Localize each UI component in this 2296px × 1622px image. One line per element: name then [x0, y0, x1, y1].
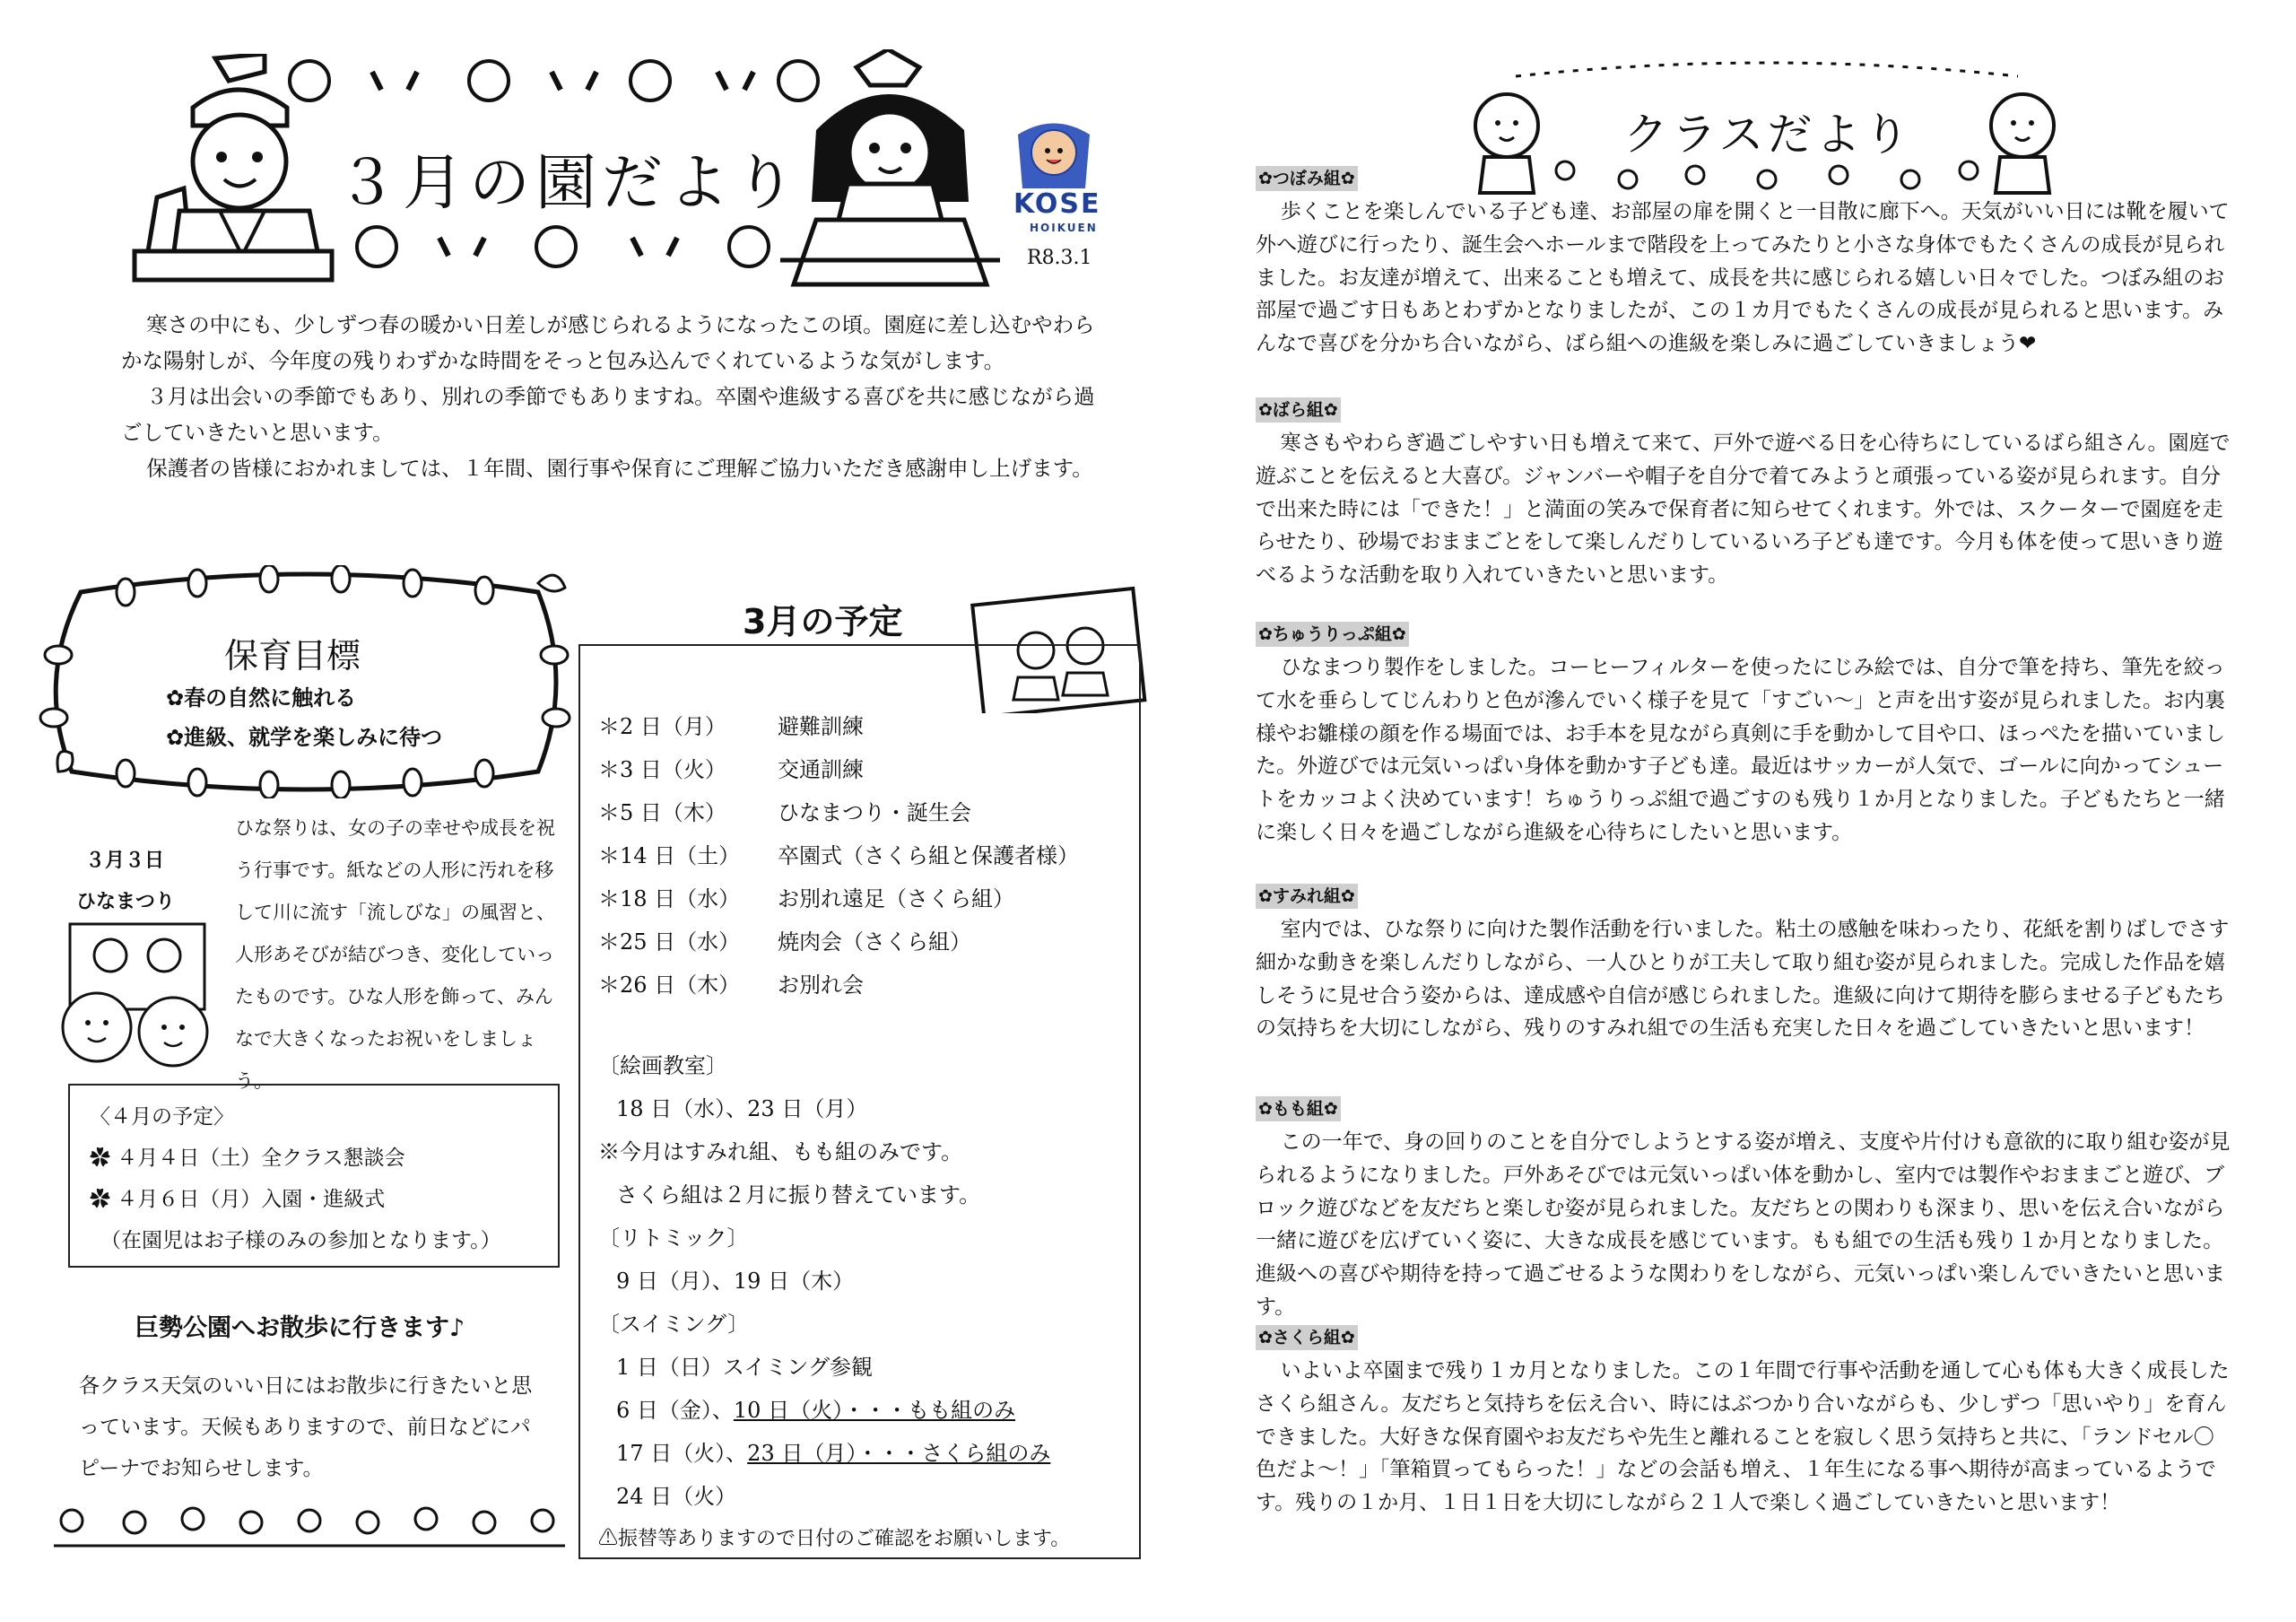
class-label-sakura: ✿さくら組✿	[1256, 1325, 1358, 1350]
class-text-tulip: ひなまつり製作をしました。コーヒーフィルターを使ったにじみ絵では、自分で筆を持ち、筆先を絞って水を垂らしてじんわりと色が滲んでいく様子を見て「すごい〜」と声を出す姿が見られました。お内裏様やお雛様の顔を作る場面では、お手本を見ながら真剣に手を動かして目や口、ほっぺたを描いていました。外遊びでは元気いっぱい身体を動かす子ども達。最近はサッカーが人気で、ゴールに向かってシュートをカッコよく決めています！ちゅうりっぷ組で過ごすのも残り１か月となりました。子どもたちと一緒に楽しく日々を過ごしながら進級を心待ちにしたいと思います。	[1256, 656, 2225, 844]
goal-item: ✿春の自然に触れる	[166, 685, 357, 711]
schedule-row	[598, 924, 971, 955]
schedule-event: 避難訓練	[778, 714, 864, 739]
swimming-date: 17 日（火）、	[616, 1441, 748, 1466]
schedule-row	[598, 795, 971, 826]
goal-title: 保育目標	[224, 636, 361, 676]
schedule-row	[598, 881, 1014, 912]
schedule-event: ひなまつり・誕生会	[778, 800, 971, 825]
class-text-tsubomi: 歩くことを楽しんでいる子ども達、お部屋の扉を開くと一目散に廊下へ。天気がいい日には靴を履いて外へ遊びに行ったり、誕生会へホールまで階段を上ってみたりと小さな身体でもたくさんの成長が見られました。お友達が増えて、出来ることも増えて、成長を共に感じられる嬉しい日々でした。つぼみ組のお部屋で過ごす日もあとわずかとなりましたが、この１カ月でもたくさんの成長が見られると思います。みんなで喜びを分かち合いながら、ばら組への進級を楽しみに過ごしていきましょう❤	[1256, 200, 2230, 356]
schedule-box	[578, 644, 1141, 1559]
swimming-line: 1 日（日）スイミング参観	[616, 1355, 873, 1380]
art-class-dates: 18 日（水）、23 日（月）	[616, 1096, 868, 1121]
schedule-row	[598, 709, 864, 740]
schedule-row	[598, 838, 1079, 869]
issue-date: R8.3.1	[1027, 247, 1092, 269]
april-note: （在園児はお子様のみの参加となります。）	[100, 1229, 501, 1252]
intro-paragraph: 保護者の皆様におかれましては、１年間、園行事や保育にご理解ご協力いただき感謝申し上げます。	[146, 456, 1093, 481]
swimming-line	[616, 1392, 1015, 1424]
hinamatsuri-children-illustration	[52, 920, 222, 1072]
schedule-event: お別れ会	[778, 972, 864, 998]
hinamatsuri-text: ひな祭りは、女の子の幸せや成長を祝う行事です。紙などの人形に汚れを移して川に流す「流しびな」の風習と、人形あそびが結びつき、変化していったものです。ひな人形を飾って、みんなで大きくなったお祝いをしましょう。	[235, 817, 555, 1092]
art-class-title: 〔絵画教室〕	[598, 1053, 727, 1078]
class-label-momo: ✿もも組✿	[1256, 1096, 1341, 1121]
kose-logo-icon	[1009, 117, 1099, 193]
schedule-event: 卒園式（さくら組と保護者様）	[778, 843, 1079, 868]
april-schedule-box	[68, 1084, 560, 1268]
swimming-line	[616, 1435, 1050, 1467]
schedule-event: お別れ遠足（さくら組）	[778, 886, 1014, 911]
schedule-date: ＊2 日（月）	[598, 714, 726, 739]
schedule-date: ＊25 日（水）	[598, 929, 741, 955]
schedule-event: 交通訓練	[778, 757, 864, 782]
class-news-title: クラスだより	[1623, 109, 1913, 161]
class-text-sakura: いよいよ卒園まで残り１カ月となりました。この１年間で行事や活動を通して心も体も大きく成長したさくら組さん。友だちと気持ちを伝え合い、時にはぶつかり合いながらも、少しずつ「思いやり」を育んできました。大好きな保育園やお友だちや先生と離れることを寂しく思う気持ちと共に、「ランドセル〇色だよ〜！」「筆箱買ってもらった！」などの会話も増え、１年生になる事へ期待が高まっているようです。残りの１か月、１日１日を大切にしながら２１人で楽しく過ごしていきたいと思います！	[1256, 1359, 2230, 1515]
schedule-warning: ⚠振替等ありますので日付のご確認をお願いします。	[598, 1528, 1071, 1550]
art-class-note: ※今月はすみれ組、もも組のみです。	[598, 1139, 963, 1164]
schedule-event: 焼肉会（さくら組）	[778, 929, 971, 955]
page-title: ３月の園だより	[336, 148, 802, 219]
logo-text: KOSE	[1013, 188, 1101, 220]
intro-section	[121, 307, 1108, 486]
hinamatsuri-date: ３月３日	[85, 849, 165, 872]
schedule-date: ＊3 日（火）	[598, 757, 726, 782]
logo-subtext: HOIKUEN	[1030, 222, 1098, 234]
hinamatsuri-name: ひなまつり	[76, 890, 176, 913]
schedule-date: ＊14 日（土）	[598, 843, 741, 868]
schedule-date: ＊26 日（木）	[598, 972, 741, 998]
walk-text: 各クラス天気のいい日にはお散歩に行きたいと思っています。天候もありますので、前日などにパピーナでお知らせします。	[79, 1374, 533, 1480]
flower-decoration-top	[287, 49, 825, 112]
swimming-date: 6 日（金）、	[616, 1398, 734, 1423]
class-text-sumire: 室内では、ひな祭りに向けた製作活動を行いました。粘土の感触を味わったり、花紙を割りばしでさす細かな動きを楽しんだりしながら、一人ひとりが工夫して取り組む姿が見られました。完成した作品を嬉しそうに見せ合う姿からは、達成感や自信が感じられました。進級に向けて期待を膨らませる子どもたちの気持ちを大切にしながら、残りのすみれ組での生活も充実した日々を過ごしていきたいと思います！	[1256, 918, 2230, 1041]
flower-border-bottom	[49, 1503, 570, 1552]
class-label-sumire: ✿すみれ組✿	[1256, 884, 1358, 909]
class-label-tulip: ✿ちゅうりっぷ組✿	[1256, 622, 1409, 647]
goal-item: ✿進級、就学を楽しみに待つ	[166, 725, 443, 750]
schedule-date: ＊5 日（木）	[598, 800, 726, 825]
class-label-tsubomi: ✿つぼみ組✿	[1256, 166, 1358, 191]
swimming-date-underlined: 23 日（月）・・・さくら組のみ	[747, 1441, 1051, 1466]
class-text-momo: この一年で、身の回りのことを自分でしようとする姿が増え、支度や片付けも意欲的に取り組む姿が見られるようになりました。戸外あそびでは元気いっぱい体を動かし、室内では製作やおままごと遊び、ブロック遊びなどを友だちと楽しむ姿が見られました。友だちとの関わりも深まり、思いを伝え合いながら一緒に遊びを広げていく姿に、大きな成長を感じています。もも組での生活も残り１か月となりました。進級への喜びや期待を持って過ごせるような関わりをしながら、元気いっぱい楽しんでいきたいと思います。	[1256, 1130, 2231, 1319]
swimming-date-underlined: 10 日（火）・・・もも組のみ	[733, 1398, 1016, 1423]
intro-paragraph: 寒さの中にも、少しずつ春の暖かい日差しが感じられるようになったこの頃。園庭に差し込むやわらかな陽射しが、今年度の残りわずかな時間をそっと包み込んでくれているような気がします。	[121, 312, 1095, 373]
schedule-row	[598, 752, 864, 783]
schedule-row	[598, 967, 864, 998]
april-item: ✿ ４月６日（月）入園・進級式	[90, 1188, 386, 1211]
flower-decoration-bottom	[354, 215, 776, 278]
rhythmic-title: 〔リトミック〕	[598, 1225, 749, 1251]
swimming-line: 24 日（火）	[616, 1484, 737, 1509]
class-text-bara: 寒さもやわらぎ過ごしやすい日も増えて来て、戸外で遊べる日を心待ちにしているばら組さん。園庭で遊ぶことを伝えると大喜び。ジャンバーや帽子を自分で着てみようと頑張っている姿が見られます。自分で出来た時には「できた！」と満面の笑みで保育者に知らせてくれます。外では、スクーターで園庭を走らせたり、砂場でおままごとをして楽しんだりしているいろ子ども達です。今月も体を使って思いきり遊べるような活動を取り入れていきたいと思います。	[1256, 432, 2231, 588]
schedule-date: ＊18 日（水）	[598, 886, 741, 911]
april-item: ✿ ４月４日（土）全クラス懇談会	[90, 1147, 405, 1170]
rhythmic-dates: 9 日（月）、19 日（木）	[616, 1269, 855, 1294]
intro-paragraph: ３月は出会いの季節でもあり、別れの季節でもありますね。卒園や進級する喜びを共に感じながら過ごしていきたいと思います。	[121, 384, 1095, 445]
class-label-bara: ✿ばら組✿	[1256, 397, 1341, 423]
schedule-title: 3月の予定	[743, 602, 903, 641]
walk-title: 巨勢公園へお散歩に行きます♪	[135, 1314, 465, 1342]
swimming-title: 〔スイミング〕	[598, 1312, 750, 1337]
april-title: 〈４月の予定〉	[90, 1105, 234, 1129]
art-class-note: さくら組は２月に振り替えています。	[616, 1182, 981, 1208]
